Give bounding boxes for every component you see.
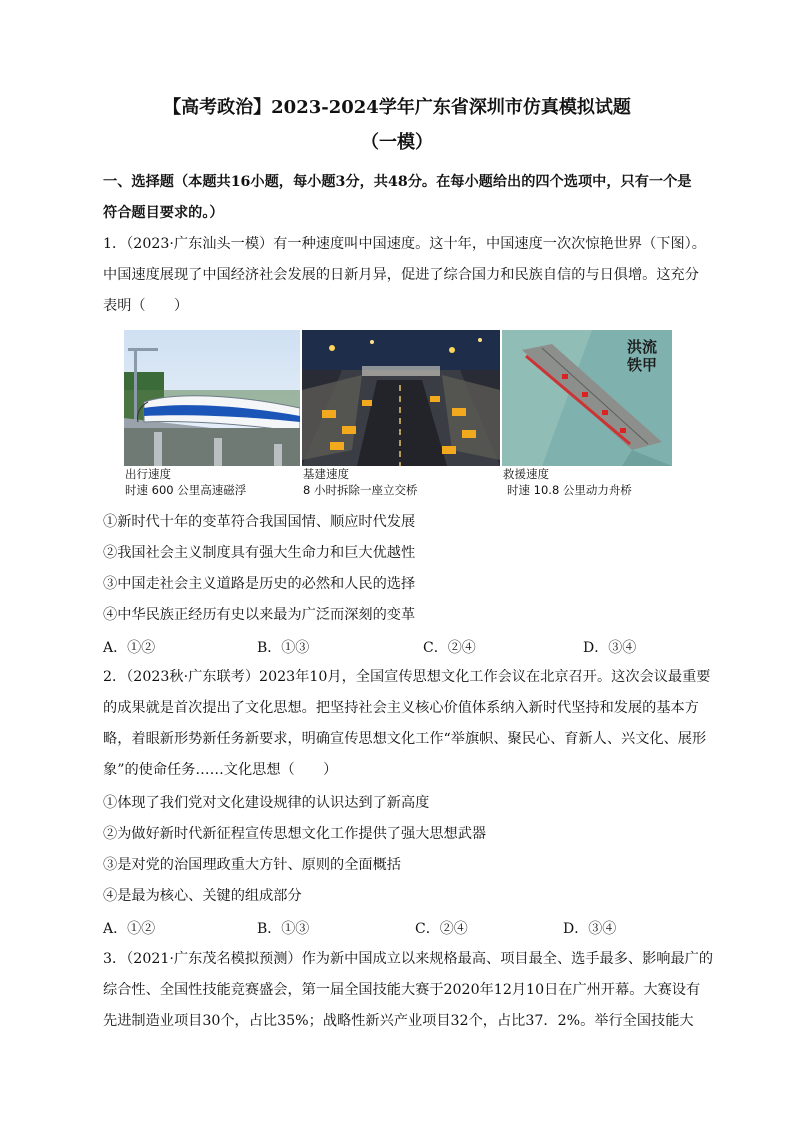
caption-2-desc: 8 小时拆除一座立交桥 [303,483,418,497]
q1-choice-a[interactable]: A．①② [103,640,156,656]
caption-2-label: 基建速度 [303,467,349,481]
bridge-demolition-photo [302,330,500,466]
q1-choice-d[interactable]: D．③④ [583,640,637,656]
section-instructions-line-1: 一、选择题（本题共16小题，每小题3分，共48分。在每小题给出的四个选项中，只有一个是 [103,174,692,190]
q2-option-3: ③是对党的治国理政重大方针、原则的全面概括 [103,857,401,873]
q2-option-2: ②为做好新时代新征程宣传思想文化工作提供了强大思想武器 [103,826,487,842]
q3-stem-line-2: 综合性、全国性技能竞赛盛会，第一届全国技能大赛于2020年12月10日在广州开幕。大赛设有 [103,982,701,998]
q2-stem-line-3: 略，着眼新形势新任务新要求，明确宣传思想文化工作“举旗帜、聚民心、育新人、兴文化、展形 [103,731,707,747]
q2-option-4: ④是最为核心、关键的组成部分 [103,888,302,904]
q2-stem-line-2: 的成果就是首次提出了文化思想。把坚持社会主义核心价值体系纳入新时代坚持和发展的基本方 [103,700,699,716]
caption-3-desc: 时速 10.8 公里动力舟桥 [507,483,632,497]
q2-choice-d[interactable]: D．③④ [563,921,617,937]
pontoon-bridge-photo [502,330,672,466]
caption-1-label: 出行速度 [125,467,171,481]
q1-figure [124,330,672,500]
pontoon-overlay-text: 洪流铁甲 [626,338,657,374]
maglev-train-photo [124,330,300,466]
caption-3-label: 救援速度 [503,467,549,481]
q3-stem-line-1: 3．（2021·广东茂名模拟预测）作为新中国成立以来规格最高、项目最全、选手最多、影响最广的 [103,951,714,967]
q2-choice-b[interactable]: B．①③ [257,921,310,937]
q1-stem-line-1: 1．（2023·广东汕头一模）有一种速度叫中国速度。这十年，中国速度一次次惊艳世界（下图）。 [103,236,706,252]
q2-option-1: ①体现了我们党对文化建设规律的认识达到了新高度 [103,795,430,811]
q1-option-1: ①新时代十年的变革符合我国国情、顺应时代发展 [103,514,416,530]
q1-choice-c[interactable]: C．②④ [423,640,476,656]
exam-title: 【高考政治】2023-2024学年广东省深圳市仿真模拟试题 [163,97,631,118]
q1-choices [103,637,693,657]
q2-choice-a[interactable]: A．①② [103,921,156,937]
q1-stem-line-2: 中国速度展现了中国经济社会发展的日新月异，促进了综合国力和民族自信的与日俱增。这充分 [103,267,699,283]
q2-choices [103,918,693,938]
q1-choice-b[interactable]: B．①③ [257,640,310,656]
q2-stem-line-1: 2．（2023秋·广东联考）2023年10月，全国宣传思想文化工作会议在北京召开。这次会议最重要 [103,669,711,685]
q2-stem-line-4: 象”的使命任务……文化思想（ ） [103,762,338,778]
q1-option-2: ②我国社会主义制度具有强大生命力和巨大优越性 [103,545,416,561]
q1-option-3: ③中国走社会主义道路是历史的必然和人民的选择 [103,576,416,592]
q1-stem-line-3: 表明（ ） [103,298,189,314]
section-instructions-line-2: 符合题目要求的。） [103,205,224,221]
exam-subtitle: （一模） [361,132,433,153]
q2-choice-c[interactable]: C．②④ [415,921,468,937]
q1-option-4: ④中华民族正经历有史以来最为广泛而深刻的变革 [103,607,416,623]
q3-stem-line-3: 先进制造业项目30个，占比35%；战略性新兴产业项目32个，占比37．2%。举行全国技能大 [103,1013,694,1029]
caption-1-desc: 时速 600 公里高速磁浮 [125,483,247,497]
